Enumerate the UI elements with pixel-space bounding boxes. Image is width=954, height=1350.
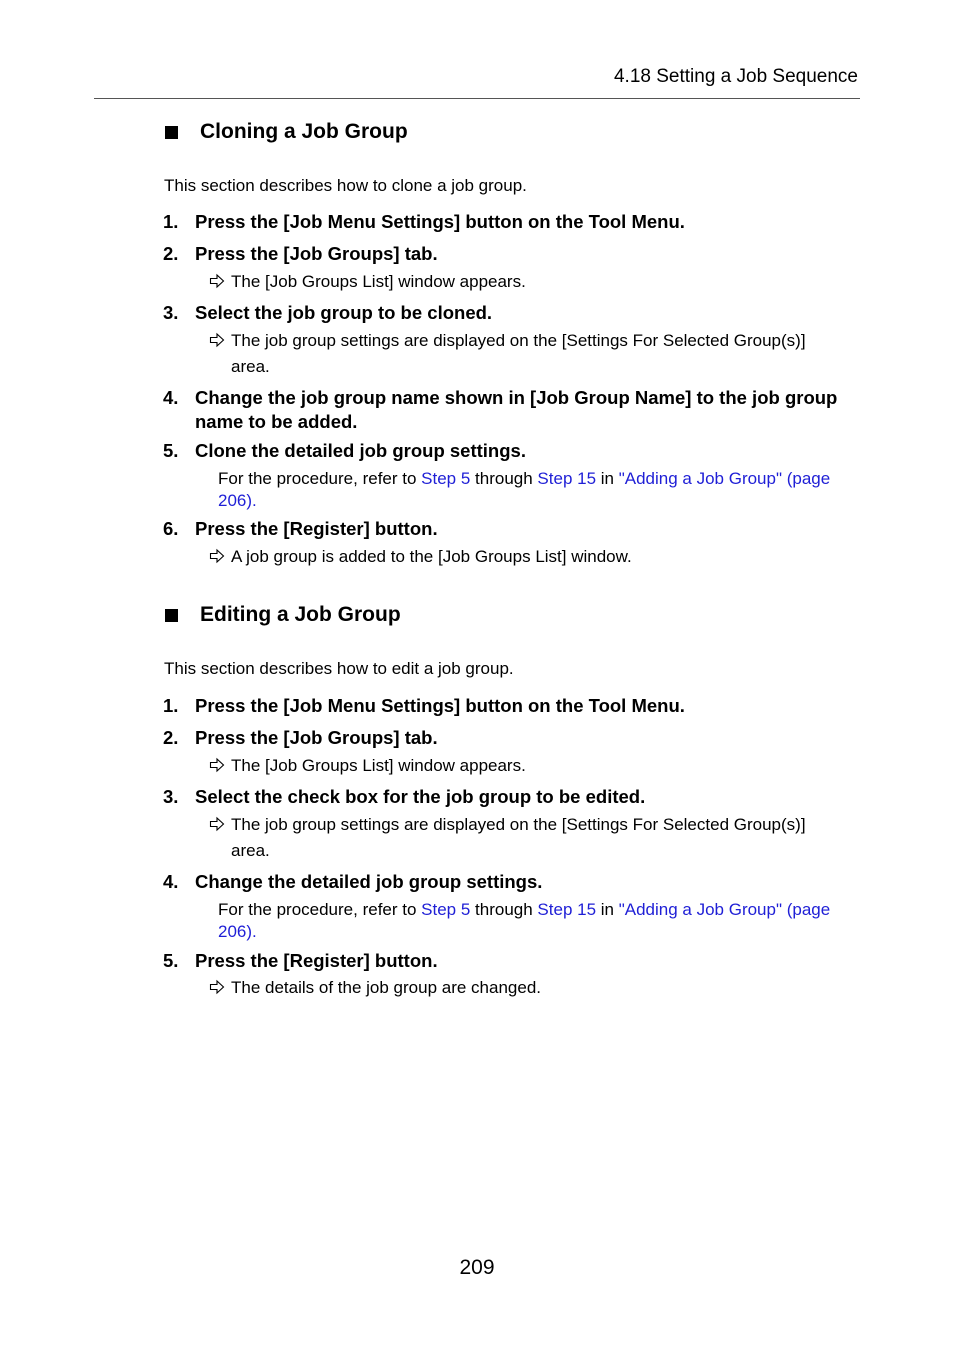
section-title-cloning: Cloning a Job Group	[200, 120, 408, 143]
adding-job-group-link[interactable]: "Adding a Job Group" (page	[618, 469, 831, 488]
step-text: Press the [Job Menu Settings] button on the Tool Menu.	[195, 211, 685, 232]
step-reference-paragraph: For the procedure, refer to Step 5 through Step 15 in "Adding a Job Group" (page	[218, 900, 831, 919]
section-square-icon	[165, 609, 178, 622]
step-number: 3.	[163, 786, 179, 807]
step-result-continued: area.	[231, 357, 270, 376]
result-arrow-icon	[209, 979, 225, 995]
step-number: 1.	[163, 695, 179, 716]
step-number: 2.	[163, 727, 179, 748]
step-number: 3.	[163, 302, 179, 323]
step-result: The job group settings are displayed on the [Settings For Selected Group(s)]	[231, 815, 806, 835]
step-15-link[interactable]: Step 15	[537, 900, 597, 919]
step-text: Press the [Job Menu Settings] button on the Tool Menu.	[195, 695, 685, 716]
step-result: The [Job Groups List] window appears.	[231, 756, 526, 776]
section-intro: This section describes how to edit a job group.	[164, 659, 514, 678]
step-result: The job group settings are displayed on the [Settings For Selected Group(s)]	[231, 331, 806, 351]
result-arrow-icon	[209, 332, 225, 348]
step-reference-paragraph-continued: 206).	[218, 491, 257, 510]
result-arrow-icon	[209, 816, 225, 832]
section-intro: This section describes how to clone a job group.	[164, 176, 527, 195]
step-result: A job group is added to the [Job Groups List] window.	[231, 547, 632, 567]
step-text: Press the [Register] button.	[195, 518, 438, 539]
step-result: The details of the job group are changed.	[231, 978, 541, 998]
step-text: Clone the detailed job group settings.	[195, 440, 526, 461]
step-number: 4.	[163, 387, 179, 408]
step-result-continued: area.	[231, 841, 270, 860]
step-number: 6.	[163, 518, 179, 539]
step-reference-paragraph-continued: 206).	[218, 922, 257, 941]
step-text: Select the check box for the job group to be edited.	[195, 786, 646, 807]
adding-job-group-link[interactable]: "Adding a Job Group" (page	[618, 900, 831, 919]
step-text: Select the job group to be cloned.	[195, 302, 493, 323]
page-number: 209	[459, 1256, 495, 1279]
step-number: 1.	[163, 211, 179, 232]
step-text: Press the [Register] button.	[195, 950, 438, 971]
adding-job-group-link-page[interactable]: 206)	[218, 491, 253, 510]
step-text-continued: name to be added.	[195, 411, 358, 432]
step-5-link[interactable]: Step 5	[421, 469, 471, 488]
step-number: 5.	[163, 950, 179, 971]
step-text: Change the detailed job group settings.	[195, 871, 543, 892]
header-divider	[94, 98, 860, 99]
step-number: 4.	[163, 871, 179, 892]
result-arrow-icon	[209, 548, 225, 564]
step-text: Press the [Job Groups] tab.	[195, 727, 438, 748]
section-square-icon	[165, 126, 178, 139]
result-arrow-icon	[209, 757, 225, 773]
adding-job-group-link-page[interactable]: 206)	[218, 922, 253, 941]
step-result: The [Job Groups List] window appears.	[231, 272, 526, 292]
running-header: 4.18 Setting a Job Sequence	[613, 66, 858, 87]
step-5-link[interactable]: Step 5	[421, 900, 471, 919]
step-text: Change the job group name shown in [Job Group Name] to the job group	[195, 387, 838, 408]
step-text: Press the [Job Groups] tab.	[195, 243, 438, 264]
step-15-link[interactable]: Step 15	[537, 469, 597, 488]
result-arrow-icon	[209, 273, 225, 289]
step-reference-paragraph: For the procedure, refer to Step 5 through Step 15 in "Adding a Job Group" (page	[218, 469, 831, 488]
step-number: 2.	[163, 243, 179, 264]
section-title-editing: Editing a Job Group	[200, 603, 401, 626]
step-number: 5.	[163, 440, 179, 461]
